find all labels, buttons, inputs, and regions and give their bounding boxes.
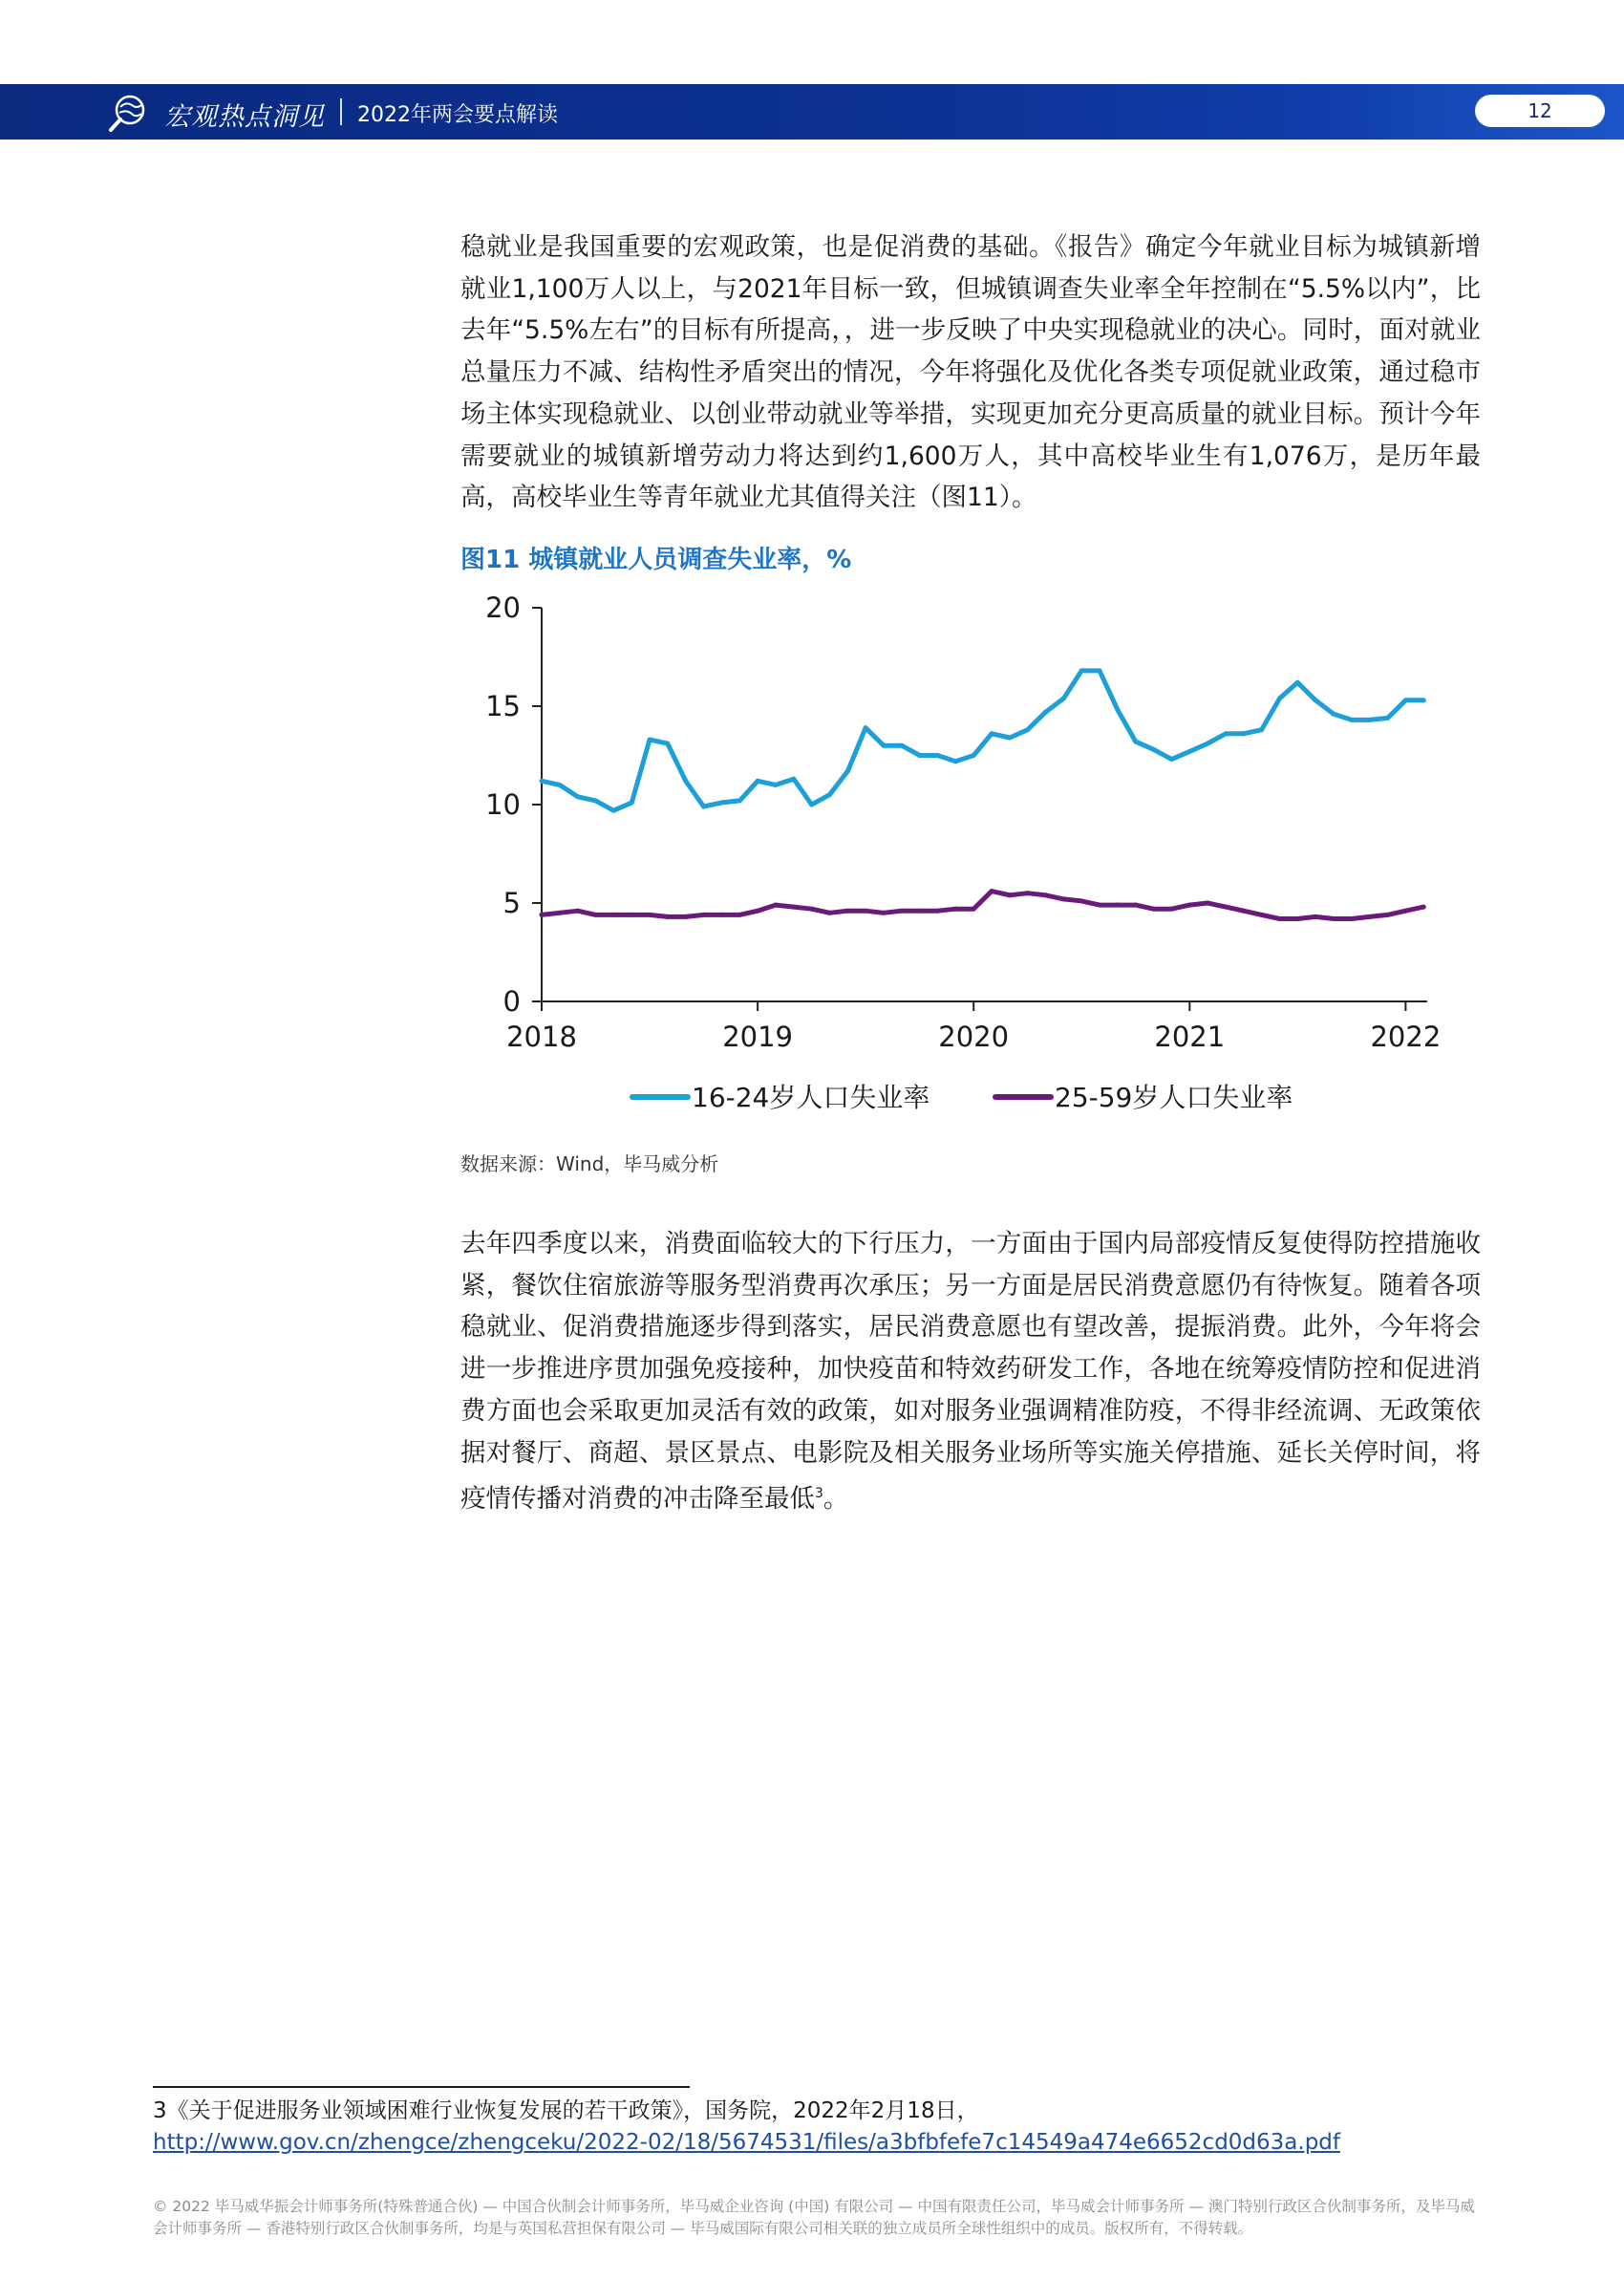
data-point-series-1: [1169, 757, 1174, 762]
footnote-reference[interactable]: 3: [815, 1486, 823, 1502]
data-point-series-2: [935, 909, 940, 914]
y-tick-label: 0: [502, 985, 521, 1018]
data-point-series-1: [881, 743, 886, 748]
unemployment-line-chart: [460, 583, 1483, 1128]
data-point-series-2: [665, 914, 670, 919]
data-point-series-2: [1403, 909, 1408, 914]
data-point-series-1: [540, 779, 545, 784]
data-point-series-2: [1367, 914, 1372, 919]
footnote-text: 《关于促进服务业领域困难行业恢复发展的若干政策》，国务院，2022年2月18日，: [166, 2098, 979, 2123]
footnote-divider: [153, 2086, 690, 2088]
data-point-series-1: [917, 753, 922, 758]
data-point-series-2: [845, 909, 850, 914]
data-point-series-1: [827, 792, 832, 797]
paragraph-consumption-end: 。: [823, 1484, 849, 1515]
data-point-series-2: [827, 911, 832, 915]
data-point-series-1: [899, 743, 904, 748]
data-point-series-2: [1116, 903, 1121, 908]
paragraph-employment: 稳就业是我国重要的宏观政策，也是促消费的基础。《报告》确定今年就业目标为城镇新增就业1,100万人以上，与2021年目标一致，但城镇调查失业率全年控制在“5.5%以内”，比去年“5.5%左右”的目标有所提高，，进一步反映了中央实现稳就业的决心。同时，面对就业总量压力不减、结构性矛盾突出的情况，今年将强化及优化各类专项促就业政策，通过稳市场主体实现稳就业、以创业带动就业等举措，实现更加充分更高质量的就业目标。预计今年需要就业的城镇新增劳动力将达到约1,600万人，其中高校毕业生有1,076万，是历年最高，高校毕业生等青年就业尤其值得关注（图11）。: [460, 232, 1481, 513]
data-point-series-2: [1079, 898, 1084, 903]
report-subtitle: 2022年两会要点解读: [357, 103, 558, 127]
x-tick-label: 2021: [1154, 1021, 1226, 1053]
data-point-series-2: [1224, 905, 1229, 910]
data-point-series-2: [648, 913, 652, 917]
data-point-series-2: [611, 913, 616, 917]
data-point-series-2: [630, 913, 634, 917]
data-point-series-1: [665, 742, 670, 746]
data-point-series-1: [989, 731, 994, 736]
data-point-series-1: [611, 808, 616, 813]
footnote: [153, 2096, 1340, 2159]
data-point-series-2: [1043, 893, 1048, 897]
data-point-series-2: [1295, 916, 1300, 921]
data-point-series-2: [881, 911, 886, 915]
y-tick-label: 20: [485, 592, 521, 624]
data-point-series-2: [972, 907, 976, 912]
data-point-series-1: [1151, 747, 1156, 752]
data-point-series-1: [791, 777, 796, 782]
data-point-series-2: [1206, 901, 1210, 906]
data-point-series-1: [1259, 727, 1264, 732]
x-tick-label: 2022: [1370, 1021, 1442, 1053]
data-point-series-1: [683, 779, 688, 784]
footnote-link[interactable]: http://www.gov.cn/zhengce/zhengceku/2022-02/18/5674531/files/a3bfbfefe7c14549a474e6652cd0d63a.pdf: [153, 2130, 1340, 2155]
data-point-series-2: [701, 913, 706, 917]
data-point-series-1: [1295, 680, 1300, 685]
data-point-series-2: [953, 907, 958, 912]
data-point-series-1: [935, 753, 940, 758]
x-tick-label: 2020: [938, 1021, 1010, 1053]
data-point-series-1: [719, 800, 724, 805]
legend-label-2: 25-59岁人口失业率: [1055, 1082, 1293, 1113]
header-bar: [0, 84, 1624, 140]
data-point-series-1: [1133, 740, 1138, 744]
footnote-citation: [153, 2096, 1340, 2127]
data-point-series-1: [1098, 668, 1102, 673]
data-point-series-1: [756, 779, 760, 784]
data-point-series-1: [972, 753, 976, 758]
data-point-series-2: [1151, 907, 1156, 912]
data-point-series-1: [1187, 749, 1192, 754]
data-point-series-1: [1079, 668, 1084, 673]
data-point-series-2: [809, 907, 814, 912]
data-point-series-2: [917, 909, 922, 914]
legend-label-1: 16-24岁人口失业率: [692, 1082, 930, 1113]
brand-title: 宏观热点洞见: [164, 102, 325, 132]
y-tick-label: 15: [485, 690, 521, 722]
data-point-series-1: [1025, 727, 1030, 732]
data-point-series-2: [1314, 914, 1318, 919]
copyright-notice: © 2022 毕马威华振会计师事务所(特殊普通合伙) — 中国合伙制会计师事务所，毕马威企业咨询 (中国) 有限公司 — 中国有限责任公司，毕马威会计师事务所 — 澳门特别行政区合伙制事务所，及毕马威会计师事务所 — 香港特别行政区合伙制事务所，均是与英国私营担保有限公司 — 毕马威国际有限公司相关联的独立成员所全球性组织中的成员。版权所有，不得转载。: [153, 2198, 1475, 2237]
data-point-series-2: [1259, 913, 1264, 917]
data-point-series-1: [648, 738, 652, 742]
data-point-series-2: [899, 909, 904, 914]
data-point-series-2: [1061, 896, 1066, 901]
data-point-series-2: [593, 913, 598, 917]
figure-title: 图11 城镇就业人员调查失业率，%: [460, 546, 852, 574]
data-point-series-1: [593, 798, 598, 803]
data-point-series-2: [1385, 913, 1390, 917]
data-point-series-2: [1169, 907, 1174, 912]
data-point-series-1: [1043, 710, 1048, 715]
data-point-series-2: [1187, 903, 1192, 908]
data-point-series-1: [773, 783, 778, 787]
x-tick-label: 2019: [722, 1021, 794, 1053]
page-number: 12: [1475, 95, 1605, 127]
x-tick-label: 2018: [506, 1021, 577, 1053]
paragraph-consumption-text: 去年四季度以来，消费面临较大的下行压力，一方面由于国内局部疫情反复使得防控措施收紧，餐饮住宿旅游等服务型消费再次承压；另一方面是居民消费意愿仍有待恢复。随着各项稳就业、促消费措施逐步得到落实，居民消费意愿也有望改善，提振消费。此外，今年将会进一步推进序贯加强免疫接种，加快疫苗和特效药研发工作，各地在统筹疫情防控和促进消费方面也会采取更加灵活有效的政策，如对服务业强调精准防疫，不得非经流调、无政策依据对餐厅、商超、景区景点、电影院及相关服务业场所等实施关停措施、延长关停时间，将疫情传播对消费的冲击降至最低: [460, 1229, 1481, 1515]
data-point-series-2: [1241, 909, 1246, 914]
data-point-series-2: [719, 913, 724, 917]
data-point-series-1: [809, 803, 814, 807]
y-tick-label: 5: [502, 887, 521, 919]
data-point-series-1: [1403, 698, 1408, 702]
data-point-series-1: [953, 759, 958, 764]
data-point-series-2: [864, 909, 868, 914]
data-point-series-2: [683, 914, 688, 919]
data-point-series-2: [1332, 916, 1336, 921]
data-point-series-1: [1061, 696, 1066, 700]
data-point-series-1: [1385, 716, 1390, 721]
data-point-series-1: [864, 725, 868, 730]
figure-source: 数据来源：Wind，毕马威分析: [460, 1152, 719, 1175]
data-point-series-2: [791, 905, 796, 910]
data-point-series-1: [557, 783, 562, 787]
data-point-series-1: [1332, 712, 1336, 717]
data-point-series-1: [1349, 718, 1354, 722]
data-point-series-1: [845, 768, 850, 773]
data-point-series-2: [989, 889, 994, 893]
paragraph-consumption: [460, 1223, 1481, 1520]
data-point-series-2: [756, 909, 760, 914]
data-point-series-2: [1098, 903, 1102, 908]
data-point-series-1: [1224, 731, 1229, 736]
data-point-series-2: [540, 913, 545, 917]
data-point-series-1: [630, 800, 634, 805]
data-point-series-1: [1277, 696, 1282, 700]
data-point-series-1: [1116, 708, 1121, 713]
data-point-series-2: [1025, 891, 1030, 895]
data-point-series-1: [701, 805, 706, 809]
data-point-series-2: [1421, 905, 1426, 910]
data-point-series-1: [575, 794, 580, 799]
data-point-series-1: [1206, 742, 1210, 746]
data-point-series-1: [1007, 735, 1012, 740]
data-point-series-1: [1241, 731, 1246, 736]
data-point-series-2: [575, 909, 580, 914]
y-tick-label: 10: [485, 788, 521, 821]
data-point-series-2: [557, 911, 562, 915]
data-point-series-1: [737, 798, 742, 803]
data-point-series-1: [1421, 698, 1426, 702]
data-point-series-2: [1133, 903, 1138, 908]
data-point-series-1: [1314, 698, 1318, 702]
data-point-series-1: [1367, 718, 1372, 722]
header-divider: [340, 98, 342, 125]
data-point-series-2: [1007, 893, 1012, 897]
magnifier-globe-icon: [107, 92, 149, 134]
series-line-1: [542, 671, 1423, 810]
data-point-series-2: [773, 903, 778, 908]
series-line-2: [542, 892, 1423, 919]
data-point-series-2: [1349, 916, 1354, 921]
footnote-number: 3: [153, 2098, 167, 2123]
data-point-series-2: [737, 913, 742, 917]
data-point-series-2: [1277, 916, 1282, 921]
